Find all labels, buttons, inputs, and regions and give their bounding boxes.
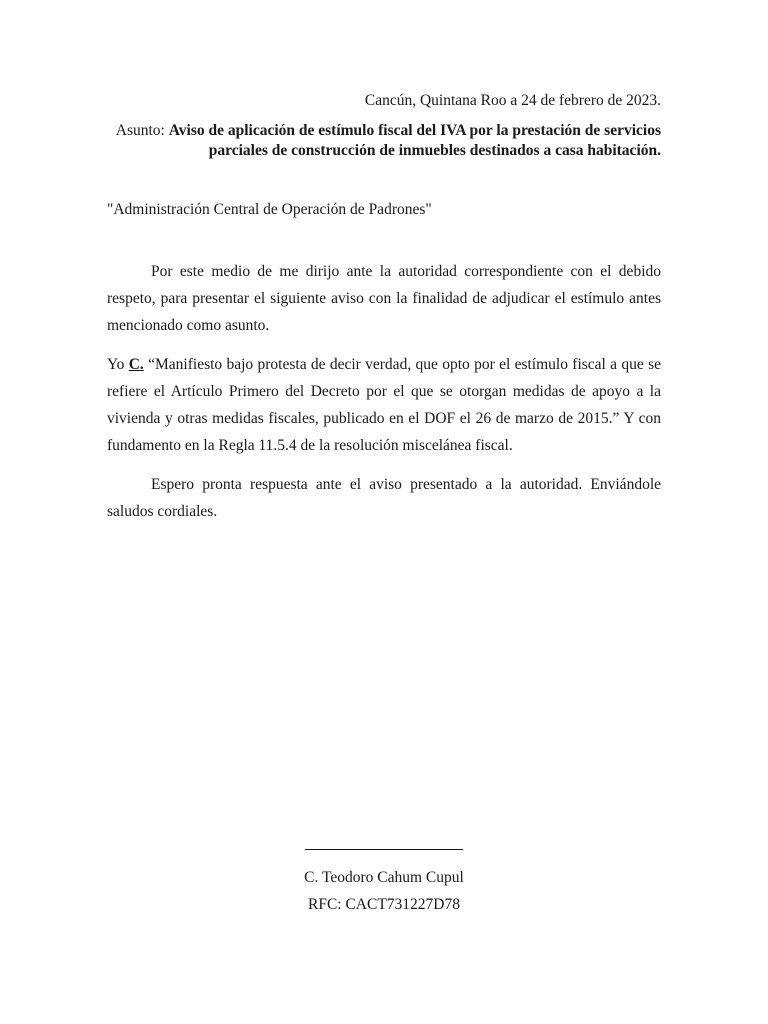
signer-rfc: RFC: CACT731227D78 bbox=[307, 896, 460, 913]
paragraph-2-prefix: Yo bbox=[107, 356, 125, 373]
subject-label: Asunto: bbox=[115, 122, 165, 139]
paragraph-2-name: C. bbox=[128, 356, 144, 373]
paragraph-2 bbox=[107, 351, 661, 459]
subject-text: Aviso de aplicación de estímulo fiscal del IVA por la prestación de servicios parciales de construcción de inmuebles destinados a casa habitación. bbox=[168, 122, 661, 159]
subject bbox=[101, 121, 661, 161]
date-line: Cancún, Quintana Roo a 24 de febrero de 2023. bbox=[364, 92, 661, 109]
signer-name: C. Teodoro Cahum Cupul bbox=[304, 869, 464, 886]
signature-block bbox=[305, 836, 463, 918]
paragraph-3: Espero pronta respuesta ante el aviso presentado a la autoridad. Enviándole saludos cordiales. bbox=[107, 476, 661, 520]
signature-line bbox=[305, 849, 463, 850]
paragraph-2-text: “Manifiesto bajo protesta de decir verdad, que opto por el estímulo fiscal a que se refiere el Artículo Primero del Decreto por el que se otorgan medidas de apoyo a la vivienda y otras medidas fiscales, publicado en el DOF el 26 de marzo de 2015.” Y con fundamento en la Regla 11.5.4 de la resolución miscelánea fiscal. bbox=[107, 356, 661, 454]
letter-body bbox=[107, 258, 661, 537]
paragraph-1: Por este medio de me dirijo ante la autoridad correspondiente con el debido respeto, para presentar el siguiente aviso con la finalidad de adjudicar el estímulo antes mencionado como asunto. bbox=[107, 263, 661, 334]
recipient: "Administración Central de Operación de Padrones" bbox=[107, 201, 432, 218]
